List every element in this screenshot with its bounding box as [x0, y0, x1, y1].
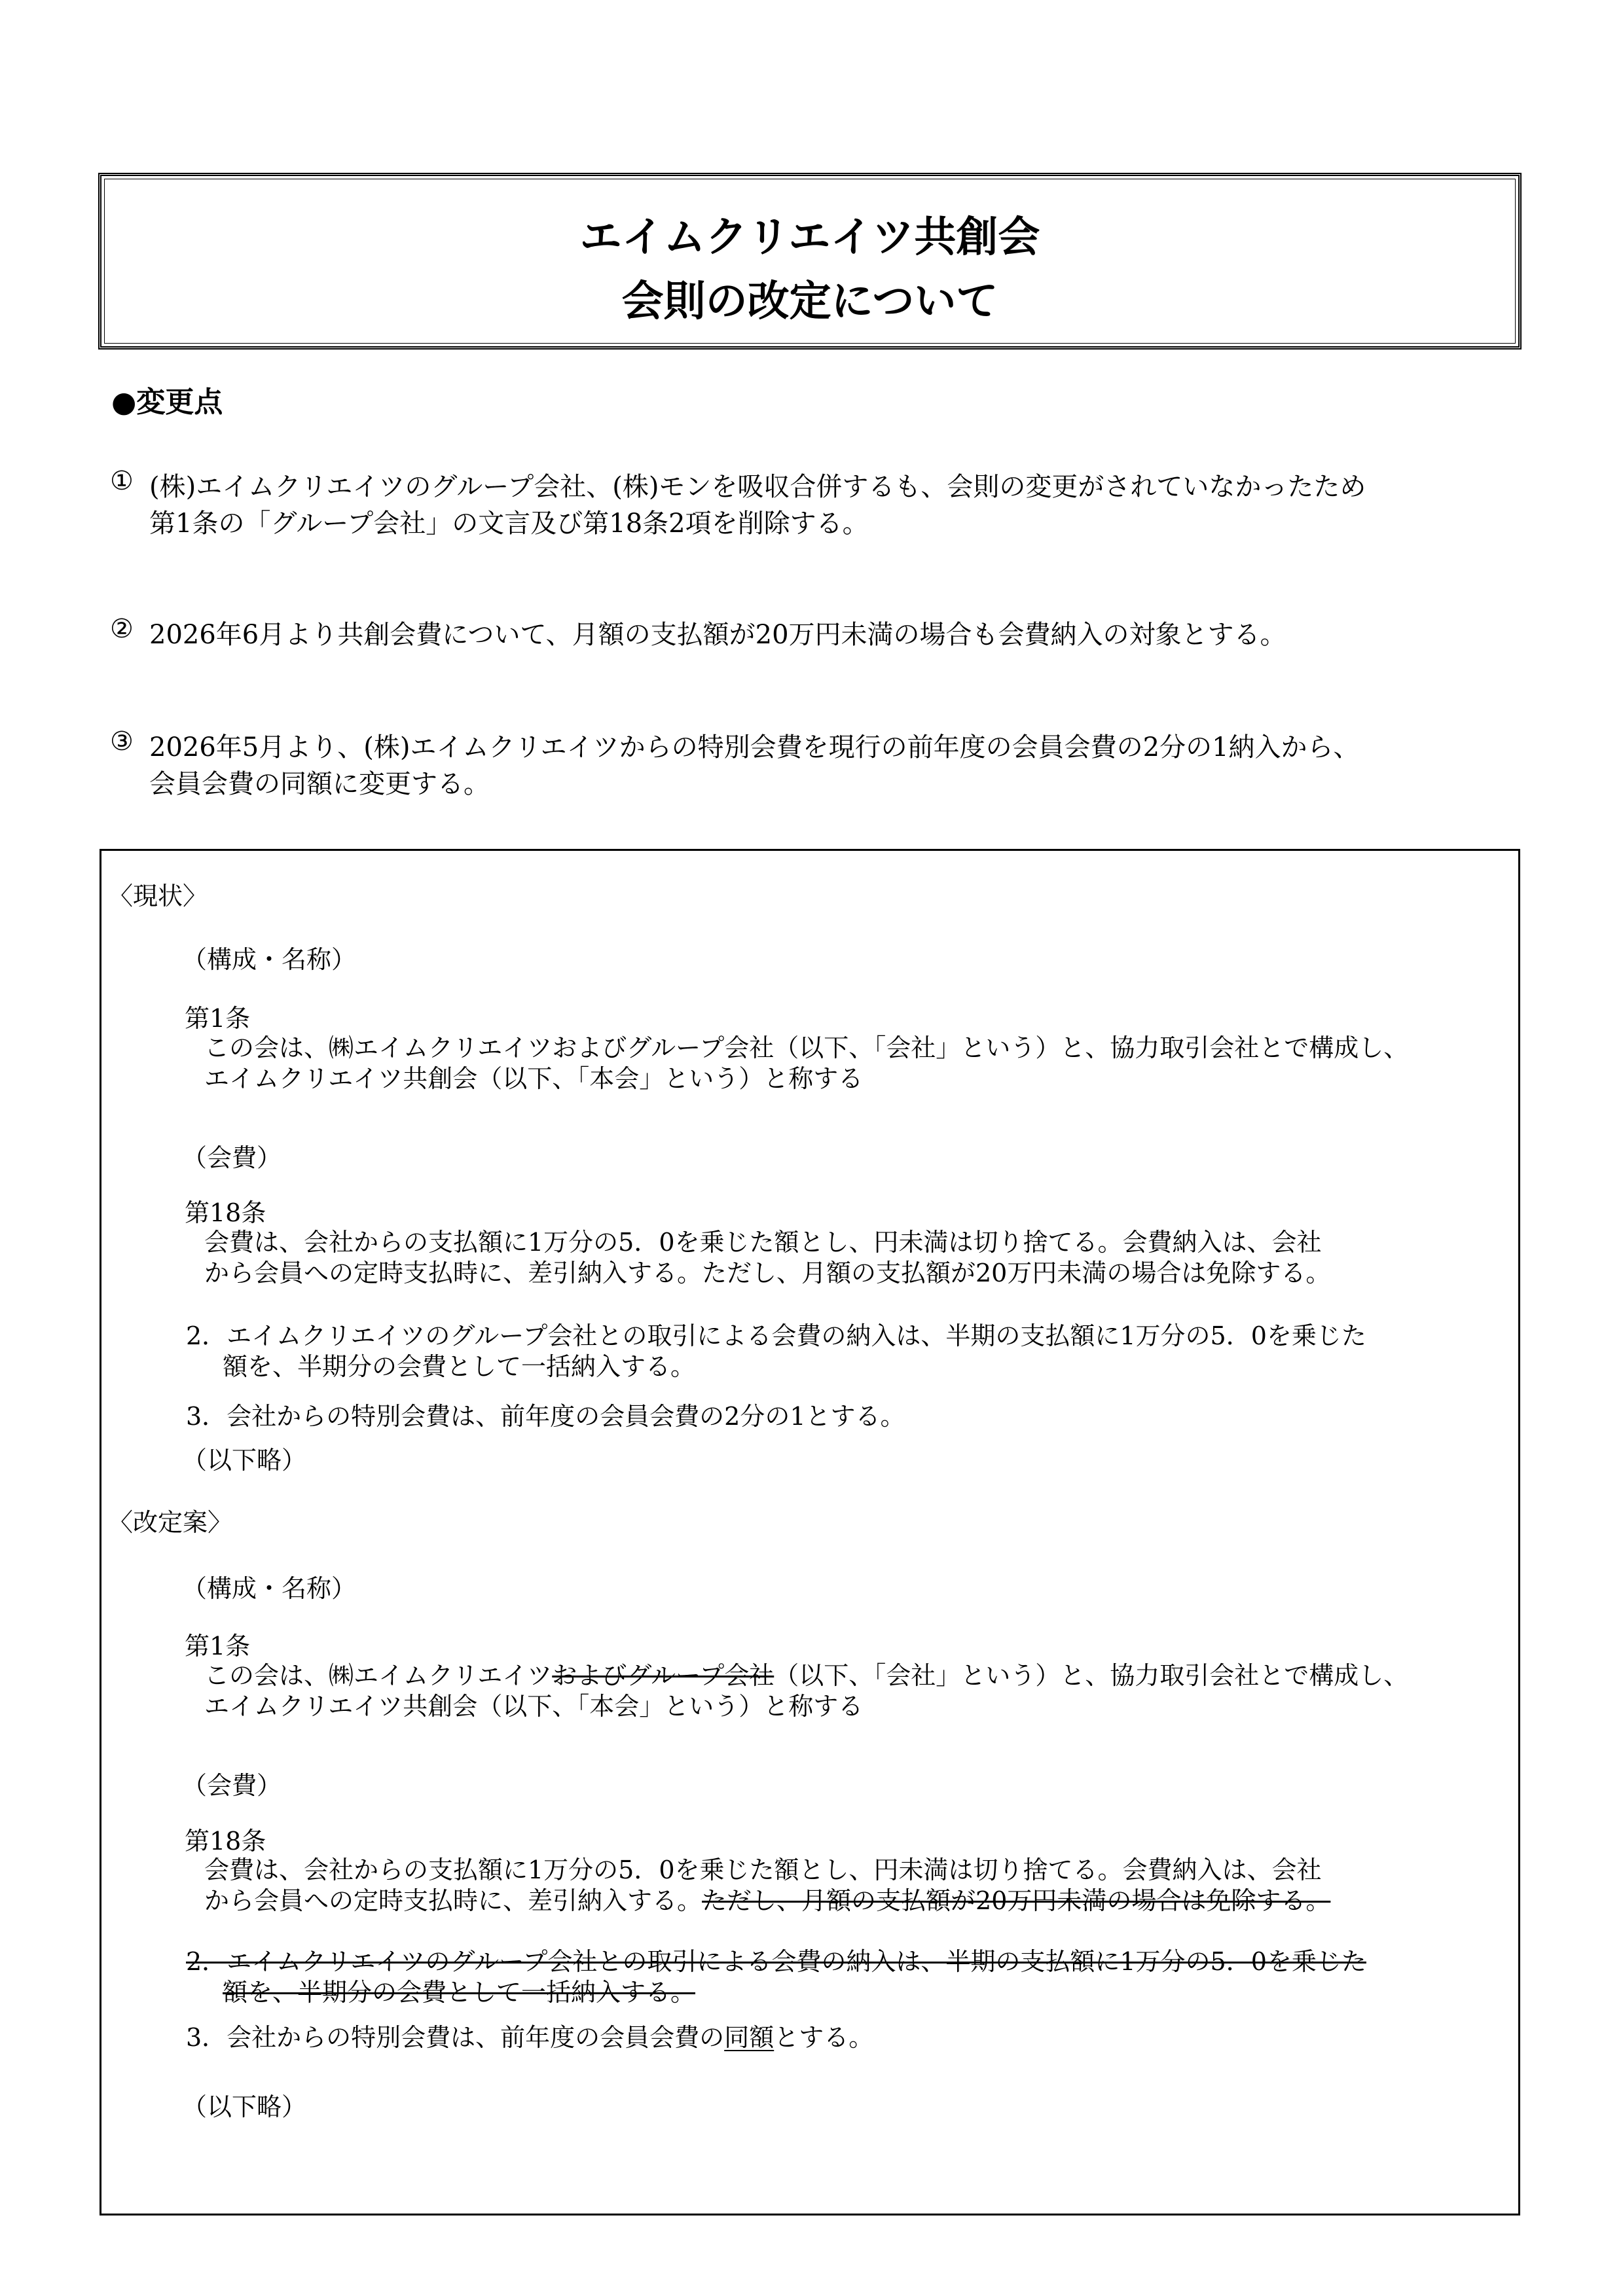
- proposed-article1-line1-a: この会は、㈱エイムクリエイツ: [204, 1661, 553, 1690]
- proposed-clause3: [186, 2017, 873, 2053]
- current-label: 〈現状〉: [108, 882, 208, 910]
- current-clause3: 3．会社からの特別会費は、前年度の会員会費の2分の1とする。: [186, 1402, 905, 1431]
- change-2-line-1: 2026年6月より共創会費について、月額の支払額が20万円未満の場合も会費納入の対象とする。: [149, 620, 1286, 650]
- proposed-article1-deleted-text: およびグループ会社: [552, 1661, 775, 1690]
- change-3-line-1: 2026年5月より、(株)エイムクリエイツからの特別会費を現行の前年度の会員会費の2分の1納入から、: [149, 732, 1360, 762]
- current-clause2-line1: 2．エイムクリエイツのグループ会社との取引による会費の納入は、半期の支払額に1万分の5．0を乗じた: [186, 1321, 1366, 1350]
- proposed-article1-title: 第1条: [185, 1632, 251, 1660]
- current-omitted: （以下略）: [182, 1446, 307, 1475]
- change-3-number: ③: [110, 726, 134, 757]
- proposed-article18-deleted-text: ただし、月額の支払額が20万円未満の場合は免除する。: [702, 1886, 1331, 1915]
- changes-heading: ●変更点: [111, 386, 223, 419]
- proposed-article1-line2: エイムクリエイツ共創会（以下、「本会」という）と称する: [204, 1692, 864, 1721]
- change-2-number: ②: [110, 614, 134, 644]
- current-clause2-line2: 額を、半期分の会費として一括納入する。: [223, 1352, 696, 1381]
- current-article1-line2: エイムクリエイツ共創会（以下、「本会」という）と称する: [204, 1064, 864, 1093]
- current-section1-heading: （構成・名称）: [182, 945, 357, 974]
- current-article18-line1: 会費は、会社からの支払額に1万分の5．0を乗じた額とし、円未満は切り捨てる。会費納入は、会社: [204, 1228, 1322, 1257]
- current-section2-heading: （会費）: [182, 1143, 282, 1172]
- proposed-section2-heading: （会費）: [182, 1771, 282, 1800]
- proposed-clause2-line2-text: 額を、半期分の会費として一括納入する。: [223, 1978, 696, 2007]
- proposed-clause2-line2-deleted: [186, 1972, 695, 2008]
- proposed-article18-line1: 会費は、会社からの支払額に1万分の5．0を乗じた額とし、円未満は切り捨てる。会費納入は、会社: [204, 1856, 1322, 1884]
- proposed-clause3-a: 3．会社からの特別会費は、前年度の会員会費の: [186, 2023, 725, 2052]
- proposed-clause3-changed-text: 同額: [724, 2023, 775, 2052]
- proposed-article1-line1-b: （以下、「会社」という）と、協力取引会社とで構成し、: [774, 1661, 1409, 1690]
- current-article1-title: 第1条: [185, 1004, 251, 1033]
- proposed-clause3-b: とする。: [774, 2023, 874, 2052]
- title-box: [98, 173, 1522, 350]
- title-line-2: 会則の改定について: [621, 277, 998, 326]
- proposed-omitted: （以下略）: [182, 2092, 307, 2121]
- proposed-article18-title: 第18条: [185, 1827, 266, 1856]
- change-1-number: ①: [110, 466, 134, 496]
- current-article18-line2: から会員への定時支払時に、差引納入する。ただし、月額の支払額が20万円未満の場合は免除する。: [204, 1259, 1331, 1287]
- change-1-line-1: (株)エイムクリエイツのグループ会社、(株)モンを吸収合併するも、会則の変更がされていなかったため: [149, 472, 1366, 502]
- proposed-article18-line2-a: から会員への定時支払時に、差引納入する。: [204, 1886, 702, 1915]
- current-article1-line1: この会は、㈱エイムクリエイツおよびグループ会社（以下、「会社」という）と、協力取引会社とで構成し、: [204, 1033, 1409, 1062]
- title-line-1: エイムクリエイツ共創会: [579, 213, 1040, 262]
- proposed-article18-line2: [204, 1880, 1330, 1916]
- proposed-label: 〈改定案〉: [108, 1508, 233, 1537]
- proposed-section1-heading: （構成・名称）: [182, 1574, 357, 1603]
- proposed-clause2-line1-deleted: 2．エイムクリエイツのグループ会社との取引による会費の納入は、半期の支払額に1万分の5．0を乗じた: [186, 1947, 1366, 1976]
- current-article18-title: 第18条: [185, 1198, 266, 1227]
- change-3-line-2: 会員会費の同額に変更する。: [149, 769, 490, 799]
- change-1-line-2: 第1条の「グループ会社」の文言及び第18条2項を削除する。: [149, 509, 869, 539]
